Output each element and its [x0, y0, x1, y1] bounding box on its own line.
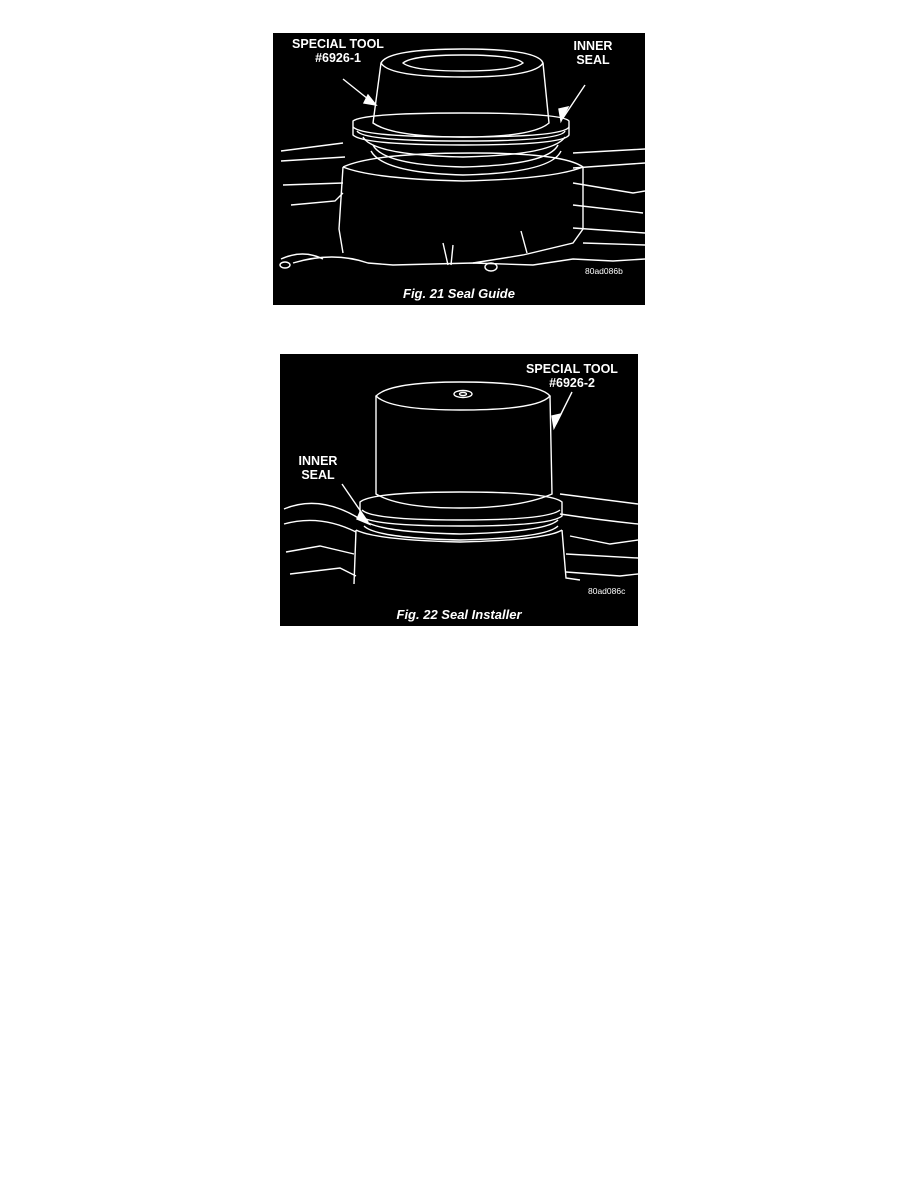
special-tool-label-line1: SPECIAL TOOL: [526, 362, 618, 376]
figure-22-seal-installer: [280, 354, 638, 626]
figure-code: 80ad086c: [588, 586, 626, 596]
inner-seal-label: [563, 39, 623, 67]
special-tool-label: [283, 37, 393, 65]
inner-seal-label: [288, 454, 348, 482]
inner-seal-label-line1: INNER: [573, 39, 613, 53]
seal-guide-illustration: [273, 33, 645, 305]
figure-caption: Fig. 22 Seal Installer: [396, 607, 522, 622]
inner-seal-label-line1: INNER: [298, 454, 338, 468]
inner-seal-label-line2: SEAL: [301, 468, 335, 482]
figure-code: 80ad086b: [585, 266, 623, 276]
figure-21-seal-guide: [273, 33, 645, 305]
special-tool-label-line1: SPECIAL TOOL: [292, 37, 384, 51]
special-tool-label-line2: #6926-2: [549, 376, 595, 390]
inner-seal-label-line2: SEAL: [576, 53, 610, 67]
figure-caption: Fig. 21 Seal Guide: [403, 286, 515, 301]
special-tool-label-line2: #6926-1: [315, 51, 361, 65]
special-tool-label: [516, 362, 628, 390]
seal-installer-illustration: [280, 354, 638, 626]
